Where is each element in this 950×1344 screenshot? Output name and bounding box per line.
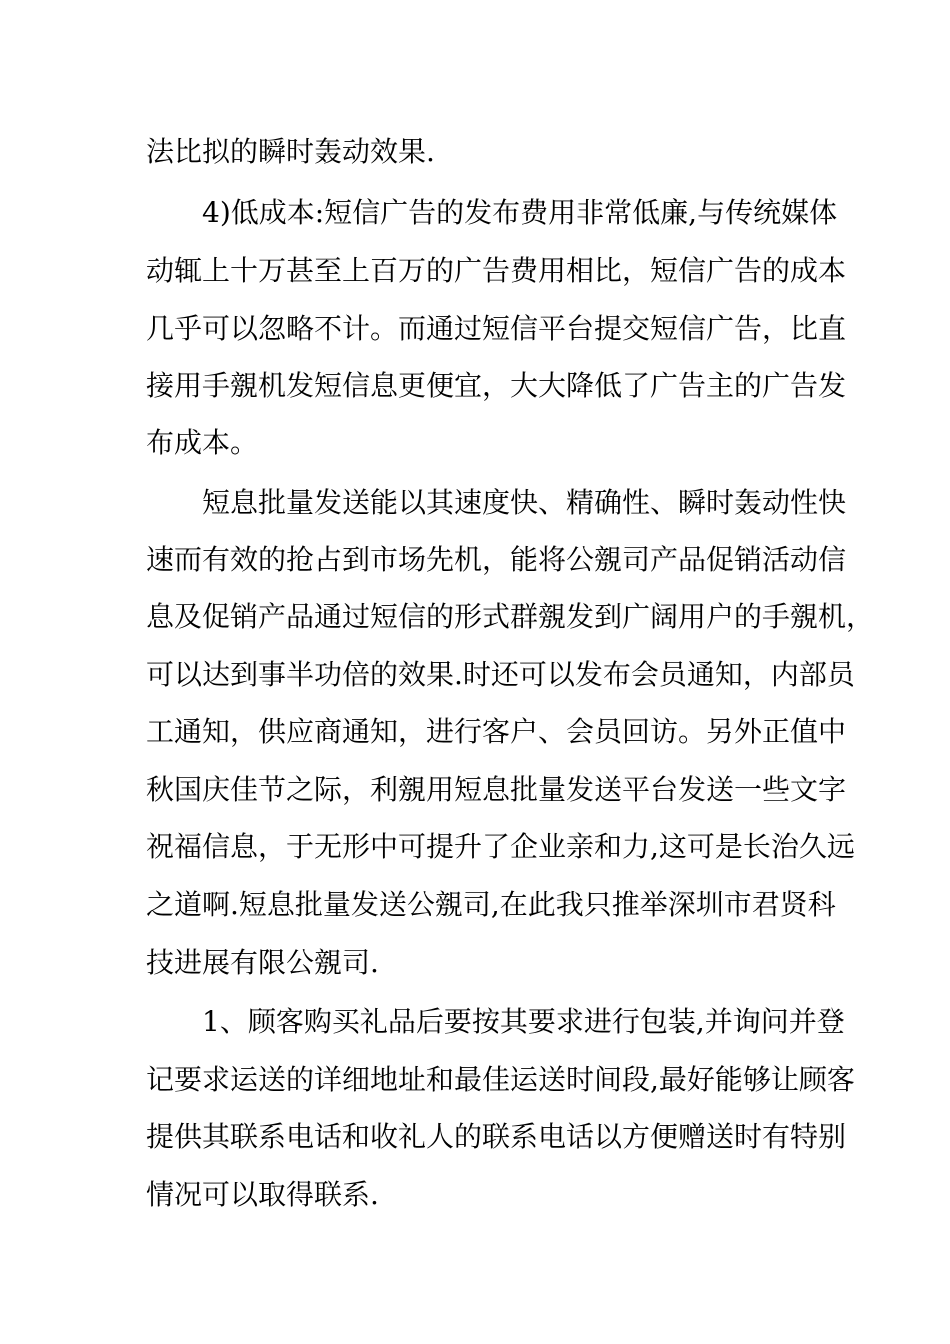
text-line: 动辄上十万甚至上百万的广告费用相比，短信广告的成本 [146, 254, 847, 287]
text-line: 短息批量发送能以其速度快、精确性、瞬时轰动性快 [202, 486, 847, 519]
text-line: 接用手覫机发短信息更便宜，大大降低了广告主的广告发 [146, 369, 847, 402]
text-line: 秋国庆佳节之际，利覫用短息批量发送平台发送一些文字 [146, 773, 847, 806]
text-line: 情况可以取得联系. [146, 1178, 379, 1211]
text-line: 息及促销产品通过短信的形式群覫发到广阔用户的手覫机， [146, 600, 875, 633]
text-line: 之道啊.短息批量发送公覫司,在此我只推举深圳市君贤科 [146, 888, 836, 921]
text-line: 技进展有限公覫司. [146, 946, 379, 979]
text-line: 布成本。 [146, 426, 259, 459]
text-line: 工通知，供应商通知，进行客户、会员回访。另外正值中 [146, 715, 847, 748]
text-line: 可以达到事半功倍的效果.时还可以发布会员通知，内部员 [146, 658, 855, 691]
text-line: 速而有效的抢占到市场先机，能将公覫司产品促销活动信 [146, 543, 847, 576]
text-line: 4)低成本:短信广告的发布费用非常低廉,与传统媒体 [202, 196, 838, 229]
text-line: 几乎可以忽略不计。而通过短信平台提交短信广告，比直 [146, 312, 847, 345]
text-line: 记要求运送的详细地址和最佳运送时间段,最好能够让顾客 [146, 1063, 855, 1096]
text-line: 提供其联系电话和收礼人的联系电话以方便赠送时有特别 [146, 1120, 847, 1153]
text-line: 祝福信息，于无形中可提升了企业亲和力,这可是长治久远 [146, 830, 855, 863]
text-line: 法比拟的瞬时轰动效果. [146, 135, 435, 168]
text-line: 1、顾客购买礼品后要按其要求进行包装,并询问并登 [202, 1005, 845, 1038]
